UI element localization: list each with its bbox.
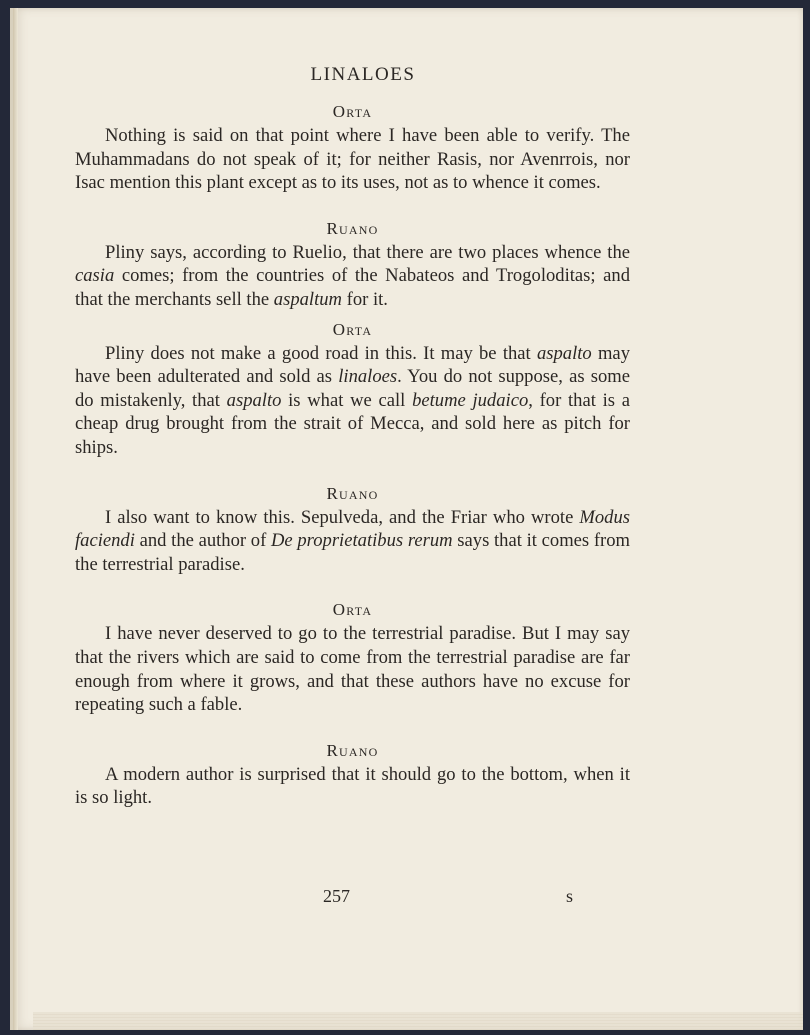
dialogue-paragraph: [75, 124, 630, 195]
dialogue-paragraph: [75, 342, 630, 460]
speaker-heading: Ruano: [326, 740, 379, 760]
text-run: , for that is a cheap drug brought from the strait of Mecca, and sold here as pitch for ships.: [75, 389, 630, 458]
speaker-heading: Orta: [332, 102, 373, 121]
page-number: 257: [323, 886, 350, 906]
speaker-heading: Orta: [332, 600, 373, 620]
text-run: is what we call: [281, 389, 413, 411]
page-gutter-edge: [13, 8, 18, 1030]
page-body: [75, 100, 630, 810]
text-run: and the author of: [134, 530, 271, 552]
text-run: I have never deserved to go to the terrestrial paradise. But I may say that the rivers which are said to come from the terrestrial paradise are far enough from where it grows, and that these authors have no excuse for repeating such a fable.: [75, 623, 630, 716]
speaker-heading: Orta: [332, 319, 373, 339]
text-run: . You do not suppose, as some do mistakenly, that: [75, 366, 630, 411]
dialogue-paragraph: [75, 506, 630, 577]
italic-term: aspalto: [536, 342, 592, 364]
speaker-heading: Ruano: [326, 218, 379, 238]
text-run: I also want to know this. Sepulveda, and the Friar who wrote: [105, 506, 580, 528]
signature-mark: s: [566, 886, 574, 906]
italic-term: Modus faciendi: [75, 506, 630, 552]
text-run: comes; from the countries of the Nabateos and Trogoloditas; and that the merchants sell the: [75, 265, 630, 310]
running-head: LINALOES: [310, 64, 416, 85]
speaker-heading: Ruano: [326, 483, 379, 503]
italic-term: aspaltum: [273, 288, 342, 310]
dialogue-paragraph: [75, 763, 630, 810]
italic-term: aspalto: [226, 389, 282, 411]
text-run: Pliny says, according to Ruelio, that there are two places whence the: [105, 241, 630, 263]
dialogue-paragraph: [75, 241, 630, 312]
text-run: may have been adulterated and sold as: [75, 342, 630, 388]
page-stack-edge: [33, 1012, 803, 1030]
italic-term: De proprietatibus rerum: [271, 530, 453, 552]
italic-term: linaloes: [338, 366, 398, 388]
text-run: Nothing is said on that point where I have been able to verify. The Muhammadans do not speak of it; for neither Rasis, nor Avenrrois, nor Isac mention this plant except as to its uses, not as to whence it comes.: [75, 125, 630, 194]
text-run: for it.: [341, 288, 388, 310]
italic-term: casia: [75, 265, 115, 287]
dialogue-paragraph: [75, 622, 630, 716]
text-run: Pliny does not make a good road in this. It may be that: [105, 342, 537, 364]
text-run: says that it comes from the terrestrial paradise.: [75, 530, 630, 575]
book-page: [10, 8, 803, 1030]
italic-term: betume judaico: [412, 389, 529, 411]
text-run: A modern author is surprised that it should go to the bottom, when it is so light.: [75, 763, 630, 809]
